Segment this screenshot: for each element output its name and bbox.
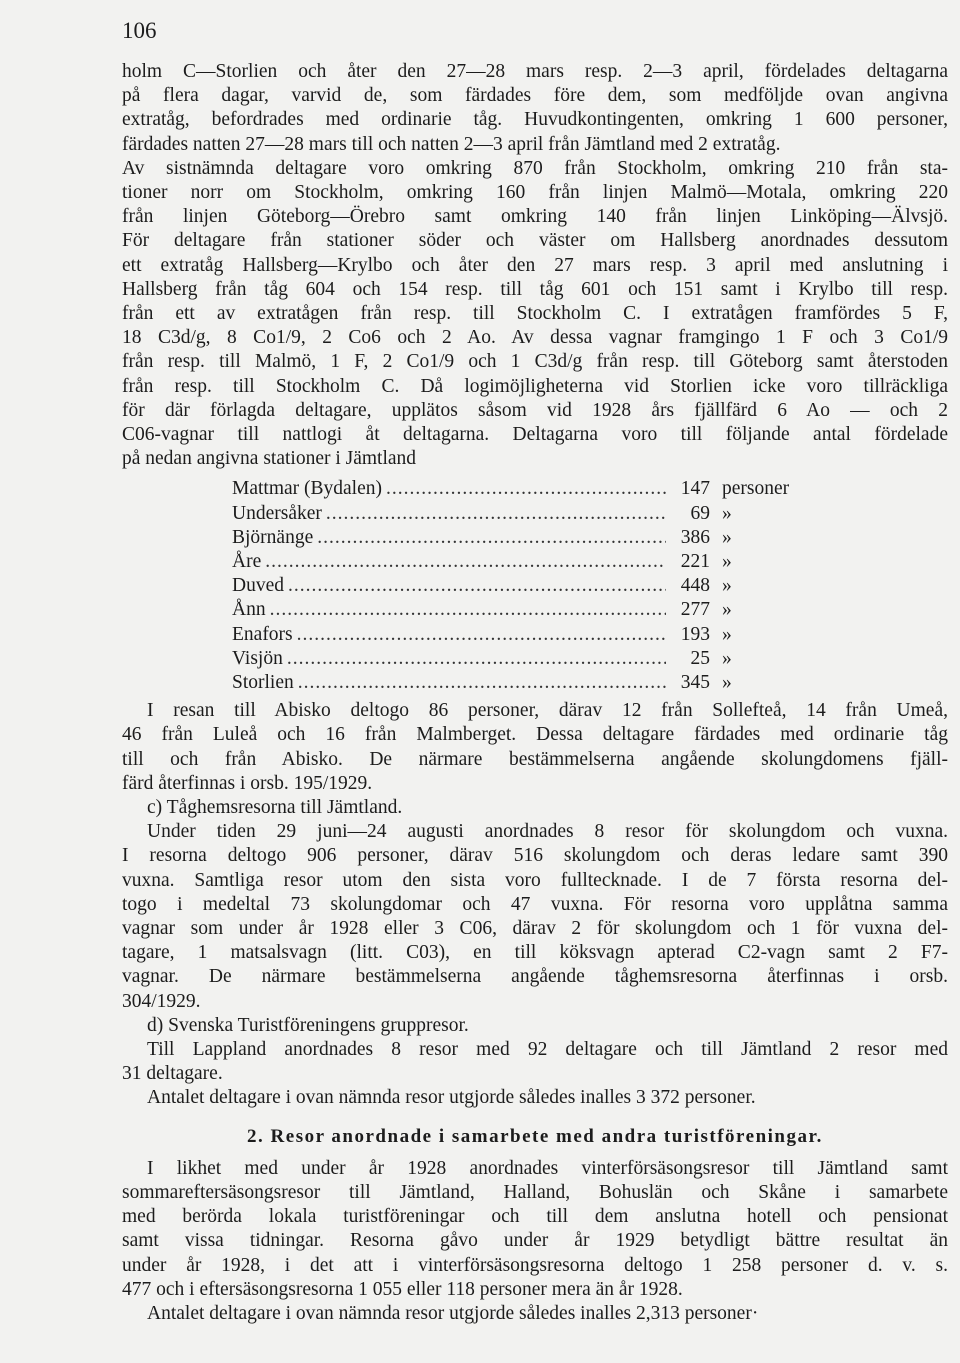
- text-line: ett extratåg Hallsberg—Krylbo och åter den 27 mars resp. 3 april med anslutning i: [122, 254, 948, 276]
- station-unit: »: [722, 526, 732, 548]
- paragraph-3: [122, 699, 948, 796]
- text-line: vagnar som under år 1928 eller 3 C06, därav 2 för skolungdom och 1 för vuxna del-: [122, 917, 948, 939]
- text-line: under år 1928, i det att i vinterförsäsongsresorna deltogo 1 258 personer d. v. s.: [122, 1254, 948, 1276]
- paragraph-6: Antalet deltagare i ovan nämnda resor utgjorde således inalles 3 372 personer.: [147, 1087, 756, 1109]
- station-name: Ånn: [232, 599, 266, 621]
- text-line: till och från Abisko. De närmare bestämmelserna angående skolungdomens fjäll-: [122, 748, 948, 770]
- station-unit: »: [722, 671, 732, 693]
- text-line: För deltagare från stationer söder och väster om Hallsberg anordnades dessutom: [122, 230, 948, 252]
- station-count: 221: [680, 551, 710, 573]
- station-name: Åre: [232, 551, 262, 573]
- subheading-d: d) Svenska Turistföreningens gruppresor.: [147, 1014, 469, 1036]
- station-row: [232, 550, 832, 574]
- station-unit: »: [722, 551, 732, 573]
- station-name: Undersåker: [232, 502, 322, 524]
- text-line: färd återfinnas i orsb. 195/1929.: [122, 772, 373, 794]
- station-row: [232, 477, 832, 501]
- text-line: Av sistnämnda deltagare voro omkring 870 från Stockholm, omkring 210 från sta-: [122, 157, 948, 179]
- text-line: på nedan angivna stationer i Jämtland: [122, 448, 417, 470]
- leader-dots: [265, 550, 666, 574]
- paragraph-8: Antalet deltagare i ovan nämnda resor utgjorde således inalles 2,313 personer·: [147, 1303, 759, 1325]
- station-unit: »: [722, 599, 732, 621]
- station-table: [232, 477, 832, 695]
- paragraph-5: [122, 1038, 948, 1086]
- text-line: I likhet med under år 1928 anordnades vinterförsäsongsresor till Jämtland samt: [147, 1157, 948, 1179]
- text-line: från ett av extratågen från resp. till Stockholm C. I extratågen framfördes 5 F,: [122, 303, 948, 325]
- station-name: Storlien: [232, 671, 294, 693]
- text-line: I resan till Abisko deltogo 86 personer, därav 12 från Sollefteå, 14 från Umeå,: [147, 700, 948, 722]
- text-line: extratåg, befordrades med ordinarie tåg. Huvudkontingenten, omkring 1 600 personer,: [122, 109, 948, 131]
- paragraph-4: [122, 820, 948, 1014]
- station-count: 25: [690, 647, 710, 669]
- text-line: från resp. till Malmö, 1 F, 2 Co1/9 och 1 C3d/g från resp. till Göteborg samt återstoden: [122, 351, 948, 373]
- text-line: tioner norr om Stockholm, omkring 160 från linjen Malmö—Motala, omkring 220: [122, 182, 948, 204]
- text-line: I resorna deltogo 906 personer, därav 516 skolungdom och deras ledare samt 390: [122, 845, 948, 867]
- text-line: från resp. till Stockholm C. Då logimöjligheterna vid Storlien icke voro tillräckliga: [122, 375, 948, 397]
- text-line: för där förlagda deltagare, upplätos såsom vid 1928 års fjällfärd 6 Ao — och 2: [122, 399, 948, 421]
- station-name: Enafors: [232, 623, 293, 645]
- station-unit: »: [722, 647, 732, 669]
- text-line: färdades natten 27—28 mars till och natten 2—3 april från Jämtland med 2 extratåg.: [122, 133, 781, 155]
- station-name: Björnänge: [232, 526, 314, 548]
- body-text: [122, 60, 948, 1326]
- station-unit: »: [722, 502, 732, 524]
- text-line: tagare, 1 matsalsvagn (litt. C03), en till köksvagn apterad C2-vagn samt 2 F7-: [122, 942, 948, 964]
- station-name: Duved: [232, 575, 284, 597]
- leader-dots: [270, 598, 666, 622]
- station-count: 69: [690, 502, 710, 524]
- station-count: 386: [680, 526, 710, 548]
- leader-dots: [287, 647, 666, 671]
- text-line: Under tiden 29 juni—24 augusti anordnades 8 resor för skolungdom och vuxna.: [147, 821, 948, 843]
- paragraph-7: [122, 1157, 948, 1302]
- text-line: på flera dagar, varvid de, som färdades före dem, som medföljde ovan angivna: [122, 85, 948, 107]
- text-line: med berörda lokala turistföreningar och till dem anslutna hotell och pensionat: [122, 1206, 948, 1228]
- text-line: togo i medeltal 73 skolungdomar och 47 vuxna. För resorna voro upplåtna samma: [122, 893, 948, 915]
- station-row: [232, 623, 832, 647]
- leader-dots: [326, 502, 666, 526]
- station-row: [232, 526, 832, 550]
- leader-dots: [288, 574, 666, 598]
- leader-dots: [317, 526, 666, 550]
- section-heading: 2. Resor anordnade i samarbete med andra turistföreningar.: [247, 1125, 823, 1147]
- station-unit: personer: [722, 478, 790, 500]
- station-count: 147: [680, 478, 710, 500]
- text-line: C06-vagnar till nattlogi åt deltagarna. Deltagarna voro till följande antal fördelade: [122, 424, 948, 446]
- station-count: 448: [680, 575, 710, 597]
- page-number: 106: [122, 18, 157, 43]
- text-line: 31 deltagare.: [122, 1063, 223, 1085]
- text-line: 304/1929.: [122, 990, 201, 1012]
- station-unit: »: [722, 623, 732, 645]
- station-unit: »: [722, 575, 732, 597]
- station-row: [232, 574, 832, 598]
- text-line: vuxna. Samtliga resor utom den sista voro fulltecknade. I de 7 första resorna del-: [122, 869, 948, 891]
- text-line: Till Lappland anordnades 8 resor med 92 deltagare och till Jämtland 2 resor med: [147, 1038, 948, 1060]
- station-name: Visjön: [232, 647, 283, 669]
- station-row: [232, 647, 832, 671]
- text-line: Hallsberg från tåg 604 och 154 resp. till tåg 601 och 151 samt i Krylbo till resp.: [122, 278, 948, 300]
- text-line: vagnar. De närmare bestämmelserna angående tåghemsresorna återfinnas i orsb.: [122, 966, 948, 988]
- text-line: samt vissa tidningar. Resorna gåvo under år 1929 betydligt bättre resultat än: [122, 1230, 948, 1252]
- station-row: [232, 671, 832, 695]
- subheading-c: c) Tåghemsresorna till Jämtland.: [147, 796, 403, 818]
- text-line: från linjen Göteborg—Örebro samt omkring 140 från linjen Linköping—Älvsjö.: [122, 206, 948, 228]
- station-count: 193: [680, 623, 710, 645]
- text-line: 18 C3d/g, 8 Co1/9, 2 Co6 och 2 Ao. Av dessa vagnar framgingo 1 F och 3 Co1/9: [122, 327, 948, 349]
- paragraph-1: [122, 60, 948, 157]
- leader-dots: [386, 477, 666, 501]
- paragraph-2: [122, 157, 948, 472]
- station-row: [232, 598, 832, 622]
- text-line: sommareftersäsongsresor till Jämtland, Halland, Bohuslän och Skåne i samarbete: [122, 1182, 948, 1203]
- station-row: [232, 502, 832, 526]
- station-name: Mattmar (Bydalen): [232, 478, 382, 500]
- leader-dots: [297, 623, 666, 647]
- text-line: holm C—Storlien och åter den 27—28 mars resp. 2—3 april, fördelades deltagarna: [122, 61, 948, 82]
- leader-dots: [298, 671, 666, 695]
- text-line: 477 och i eftersäsongsresorna 1 055 eller 118 personer mera än år 1928.: [122, 1278, 683, 1300]
- text-line: 46 från Luleå och 16 från Malmberget. Dessa deltagare färdades med ordinarie tåg: [122, 724, 948, 746]
- station-count: 345: [680, 671, 710, 693]
- station-count: 277: [680, 599, 710, 621]
